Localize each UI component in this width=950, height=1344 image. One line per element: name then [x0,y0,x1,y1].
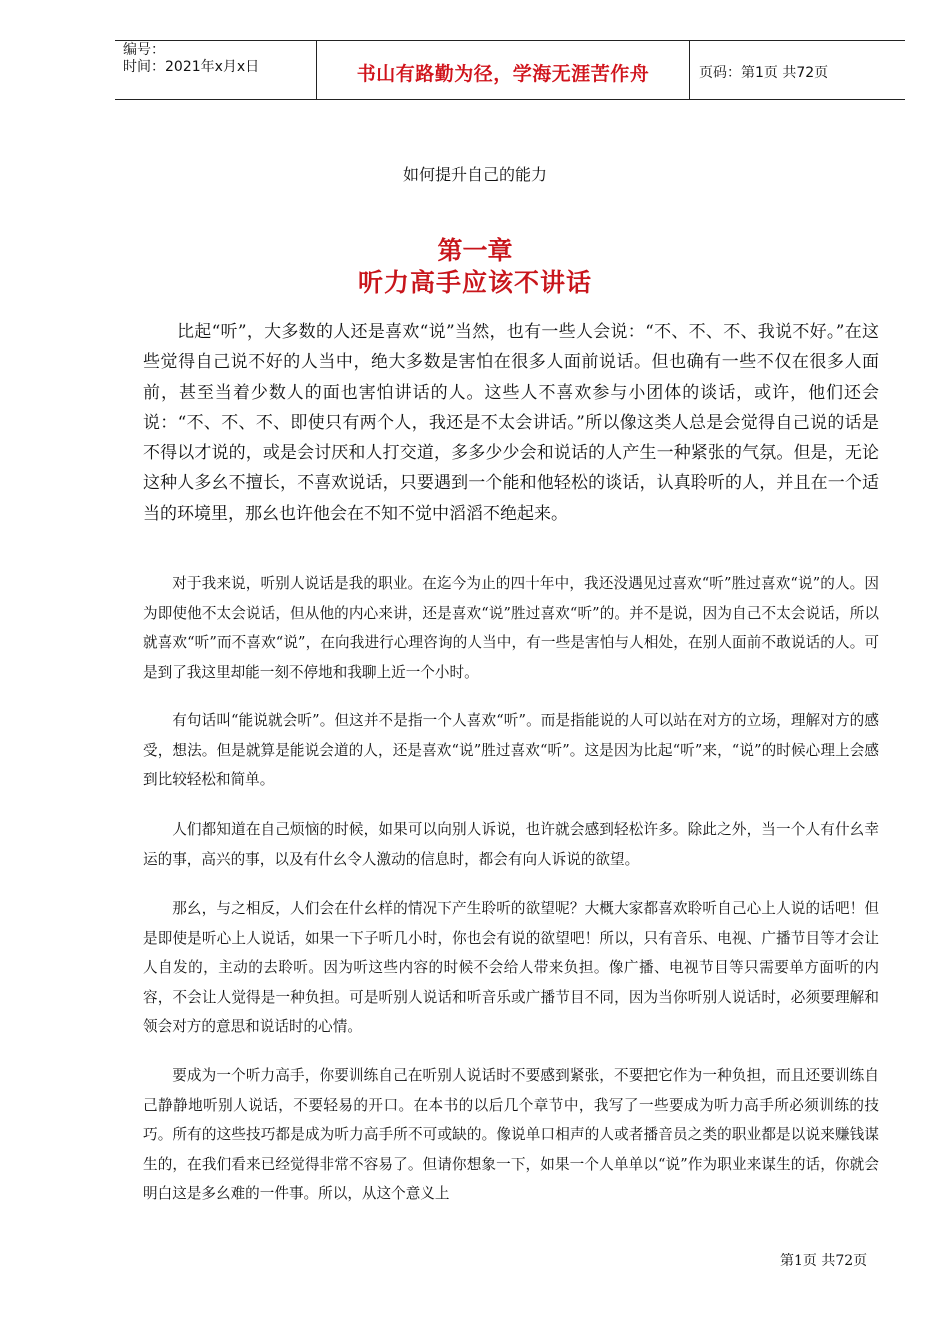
footer-page-label: 第1页 共72页 [780,1253,868,1269]
page-header [115,40,905,100]
header-page-label: 页码：第1页 共72页 [699,65,829,81]
body-paragraph: 比起“听”，大多数的人还是喜欢“说”当然，也有一些人会说：“不、不、不、我说不好。”在这些觉得自己说不好的人当中，绝大多数是害怕在很多人面前说话。但也确有一些不仅在很多人面前，甚至当着少数人的面也害怕讲话的人。这些人不喜欢参与小团体的谈话，或许，他们还会说：“不、不、不、即使只有两个人，我还是不太会讲话。”所以像这类人总是会觉得自己说的话是不得以才说的，或是会讨厌和人打交道，多多少少会和说话的人产生一种紧张的气氛。但是，无论这种人多幺不擅长，不喜欢说话，只要遇到一个能和他轻松的谈话，认真聆听的人，并且在一个适当的环境里，那幺也许他会在不知不觉中滔滔不绝起来。 [143,322,879,524]
body-paragraph: 人们都知道在自己烦恼的时候，如果可以向别人诉说，也许就会感到轻松许多。除此之外，当一个人有什幺幸运的事，高兴的事，以及有什幺令人激动的信息时，都会有向人诉说的欲望。 [143,821,879,868]
chapter-title: 听力高手应该不讲话 [357,268,592,297]
body-paragraph: 那幺，与之相反，人们会在什幺样的情况下产生聆听的欲望呢？大概大家都喜欢聆听自己心上人说的话吧！但是即使是听心上人说话，如果一下子听几小时，你也会有说的欲望吧！所以，只有音乐、电视、广播节目等才会让人自发的，主动的去聆听。因为听这些内容的时候不会给人带来负担。像广播、电视节目等只需要单方面听的内容，不会让人觉得是一种负担。可是听别人说话和听音乐或广播节目不同，因为当你听别人说话时，必须要理解和领会对方的意思和说话时的心情。 [143,900,879,1035]
body-paragraph: 要成为一个听力高手，你要训练自己在听别人说话时不要感到紧张，不要把它作为一种负担，而且还要训练自己静静地听别人说话，不要轻易的开口。在本书的以后几个章节中，我写了一些要成为听力高手所必须训练的技巧。所有的这些技巧都是成为听力高手所不可或缺的。像说单口相声的人或者播音员之类的职业都是以说来赚钱谋生的，在我们看来已经觉得非常不容易了。但请你想象一下，如果一个人单单以“说”作为职业来谋生的话，你就会明白这是多幺难的一件事。所以，从这个意义上 [143,1067,879,1202]
header-motto: 书山有路勤为径，学海无涯苦作舟 [356,63,650,85]
body-paragraph: 有句话叫“能说就会听”。但这并不是指一个人喜欢“听”。而是指能说的人可以站在对方的立场，理解对方的感受，想法。但是就算是能说会道的人，还是喜欢“说”胜过喜欢“听”。这是因为比起“听”来，“说”的时候心理上会感到比较轻松和简单。 [143,712,879,788]
header-divider [689,41,690,99]
header-number-label: 编号： [123,42,165,58]
chapter-number: 第一章 [437,236,513,265]
header-meta [123,42,259,76]
body-paragraph: 对于我来说，听别人说话是我的职业。在迄今为止的四十年中，我还没遇见过喜欢“听”胜过喜欢“说”的人。因为即使他不太会说话，但从他的内心来讲，还是喜欢“说”胜过喜欢“听”的。并不是说，因为自己不太会说话，所以就喜欢“听”而不喜欢“说”，在向我进行心理咨询的人当中，有一些是害怕与人相处，在别人面前不敢说话的人。可是到了我这里却能一刻不停地和我聊上近一个小时。 [143,575,879,681]
document-title: 如何提升自己的能力 [402,165,547,184]
header-time-label: 时间：2021年x月x日 [123,59,260,75]
